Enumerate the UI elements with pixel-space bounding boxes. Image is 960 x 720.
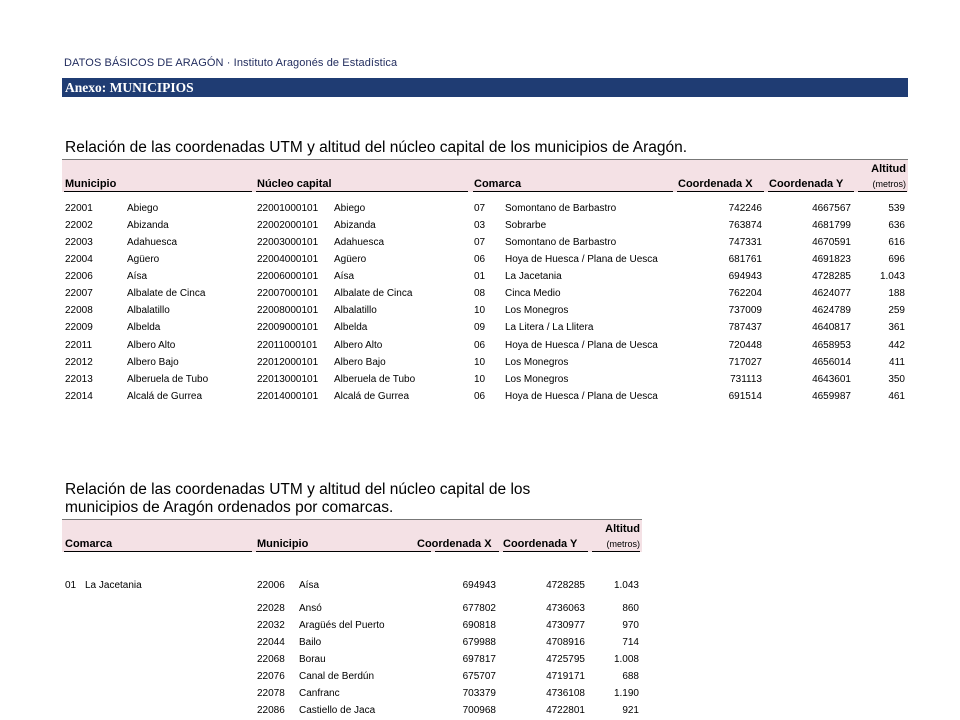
table2-header: [62, 519, 642, 552]
table-cell: Adahuesca: [334, 237, 385, 248]
table-cell: Albalatillo: [127, 305, 170, 316]
table-cell: 636: [888, 220, 905, 231]
table-cell: La Jacetania: [505, 271, 562, 282]
table-cell: 4643601: [812, 374, 851, 385]
table-cell: 22086: [257, 705, 285, 716]
table-cell: Canal de Berdún: [299, 671, 375, 682]
table-cell: Somontano de Barbastro: [505, 203, 617, 214]
table-row: [62, 601, 642, 618]
table-cell: 03: [474, 220, 486, 231]
table-row: [62, 252, 908, 269]
table-cell: 22006000101: [257, 271, 319, 282]
table-row: [62, 201, 908, 218]
table-cell: 22032: [257, 620, 285, 631]
table-cell: 762204: [728, 288, 762, 299]
table-cell: 361: [888, 322, 905, 333]
table-cell: 22004: [65, 254, 93, 265]
table-row: [62, 372, 908, 389]
table-cell: 22028: [257, 603, 285, 614]
table-cell: Castiello de Jaca: [299, 705, 376, 716]
table-cell: Albero Bajo: [334, 357, 386, 368]
table1-title: Relación de las coordenadas UTM y altitud del núcleo capital de los municipios de Aragón.: [65, 139, 688, 156]
table-cell: 4725795: [546, 654, 585, 665]
table-cell: Ansó: [299, 603, 322, 614]
table-cell: 697817: [462, 654, 496, 665]
table-cell: Alcalá de Gurrea: [334, 391, 410, 402]
table-cell: Abiego: [127, 203, 159, 214]
table-cell: 4658953: [812, 340, 851, 351]
table-cell: 10: [474, 374, 486, 385]
table-cell: 690818: [462, 620, 496, 631]
table-cell: 10: [474, 357, 486, 368]
table-cell: Abizanda: [127, 220, 169, 231]
table-cell: La Litera / La Llitera: [505, 322, 594, 333]
table-cell: Aragüés del Puerto: [299, 620, 385, 631]
table-cell: Alcalá de Gurrea: [127, 391, 203, 402]
table-cell: 01: [474, 271, 486, 282]
table-cell: Adahuesca: [127, 237, 178, 248]
table-cell: 737009: [728, 305, 762, 316]
table2-header-y: Coordenada Y: [503, 538, 578, 550]
table-cell: 4624789: [812, 305, 851, 316]
table-cell: 22004000101: [257, 254, 319, 265]
table1-header-comarca: Comarca: [474, 178, 522, 190]
table-cell: 22001000101: [257, 203, 319, 214]
table-cell: 22008000101: [257, 305, 319, 316]
table-cell: Agüero: [334, 254, 367, 265]
table-cell: 22007: [65, 288, 93, 299]
table-cell: 22068: [257, 654, 285, 665]
table2-body: [62, 578, 642, 720]
table-cell: Abiego: [334, 203, 366, 214]
table2-header-altitud: Altitud: [605, 523, 640, 535]
table-row: [62, 218, 908, 235]
table-cell: Canfranc: [299, 688, 340, 699]
table-cell: 694943: [462, 580, 496, 591]
table-cell: 22002000101: [257, 220, 319, 231]
table-cell: 06: [474, 340, 486, 351]
table-cell: 22009000101: [257, 322, 319, 333]
table-cell: 22012000101: [257, 357, 319, 368]
table-cell: 350: [888, 374, 905, 385]
table-cell: 703379: [462, 688, 496, 699]
table-cell: Abizanda: [334, 220, 376, 231]
annex-bar: [62, 78, 908, 97]
table-cell: Borau: [299, 654, 326, 665]
table-cell: 22003000101: [257, 237, 319, 248]
table-cell: 616: [888, 237, 905, 248]
table-cell: 696: [888, 254, 905, 265]
table-row: [62, 338, 908, 355]
table-cell: 4640817: [812, 322, 851, 333]
table-cell: 22014: [65, 391, 93, 402]
table-row: [62, 635, 642, 652]
table-row: [62, 578, 642, 595]
table-cell: 22013: [65, 374, 93, 385]
table-cell: 188: [888, 288, 905, 299]
table-cell: Albero Alto: [334, 340, 383, 351]
table-cell: 22002: [65, 220, 93, 231]
table-cell: 694943: [728, 271, 762, 282]
table-cell: Hoya de Huesca / Plana de Uesca: [505, 340, 658, 351]
table-row: [62, 235, 908, 252]
table-cell: 22013000101: [257, 374, 319, 385]
table-cell: 22011: [65, 340, 93, 351]
table-cell: Albalate de Cinca: [334, 288, 413, 299]
table-cell: 10: [474, 305, 486, 316]
table-row: [62, 618, 642, 635]
table-cell: 4656014: [812, 357, 851, 368]
table-cell: 4736108: [546, 688, 585, 699]
table-cell: 411: [889, 357, 905, 368]
table-cell: Aísa: [127, 271, 148, 282]
table-cell: 4624077: [812, 288, 851, 299]
annex-title: Anexo: MUNICIPIOS: [65, 80, 194, 95]
table-cell: 1.008: [613, 654, 639, 665]
table-cell: 4659987: [812, 391, 851, 402]
table1-body: [62, 201, 908, 411]
table2-title-line2: municipios de Aragón ordenados por comarcas.: [65, 499, 394, 516]
table-cell: 691514: [728, 391, 762, 402]
table-cell: Hoya de Huesca / Plana de Uesca: [505, 254, 658, 265]
table-cell: 4730977: [546, 620, 585, 631]
table-row: [62, 320, 908, 337]
table-cell: 1.190: [613, 688, 639, 699]
table-cell: 681761: [728, 254, 762, 265]
table-row: [62, 703, 642, 720]
table-cell: 22011000101: [257, 340, 318, 351]
table-cell: Albalate de Cinca: [127, 288, 206, 299]
table-cell: 720448: [728, 340, 762, 351]
table2-header-units: (metros): [606, 539, 640, 549]
table-cell: 4728285: [546, 580, 585, 591]
table-cell: Somontano de Barbastro: [505, 237, 617, 248]
table-cell: 1.043: [613, 580, 639, 591]
table-cell: 07: [474, 203, 486, 214]
table2-title-line1: Relación de las coordenadas UTM y altitud del núcleo capital de los: [65, 481, 531, 498]
table-cell: 970: [622, 620, 639, 631]
table-cell: Alberuela de Tubo: [334, 374, 416, 385]
table-cell: 4719171: [546, 671, 585, 682]
table-cell: 22001: [65, 203, 93, 214]
table2-header-x: Coordenada X: [417, 538, 492, 550]
table-row: [62, 686, 642, 703]
report-header-title: DATOS BÁSICOS DE ARAGÓN · Instituto Aragonés de Estadística: [64, 57, 398, 69]
table-row: [62, 286, 908, 303]
table-row: [62, 652, 642, 669]
table2-header-municipio: Municipio: [257, 538, 309, 550]
table-cell: 677802: [462, 603, 496, 614]
table-cell: 4736063: [546, 603, 585, 614]
table-cell: Albelda: [334, 322, 368, 333]
table-cell: 742246: [728, 203, 762, 214]
table-cell: 07: [474, 237, 486, 248]
table-cell: 4708916: [546, 637, 585, 648]
table-cell: Los Monegros: [505, 305, 569, 316]
table-cell: 763874: [728, 220, 762, 231]
table-cell: 747331: [728, 237, 762, 248]
table-cell: 22044: [257, 637, 285, 648]
table-cell: 714: [622, 637, 639, 648]
table1-header-altitud: Altitud: [871, 163, 906, 175]
table-cell: Albero Alto: [127, 340, 176, 351]
table-cell: 700968: [462, 705, 496, 716]
table-row: [62, 355, 908, 372]
table-cell: Hoya de Huesca / Plana de Uesca: [505, 391, 658, 402]
table-row: [62, 269, 908, 286]
table-cell: 22078: [257, 688, 285, 699]
table-cell: 675707: [462, 671, 496, 682]
table-cell: 06: [474, 254, 486, 265]
table-cell: 4667567: [812, 203, 851, 214]
table-cell: Albero Bajo: [127, 357, 179, 368]
table-cell: 22009: [65, 322, 93, 333]
table-cell: Alberuela de Tubo: [127, 374, 209, 385]
table-cell: 4670591: [812, 237, 851, 248]
table-cell: Cinca Medio: [505, 288, 561, 299]
table-cell: 4691823: [812, 254, 851, 265]
table-cell: 4728285: [812, 271, 851, 282]
table-cell: 22007000101: [257, 288, 319, 299]
table-row: [62, 303, 908, 320]
table-cell: 688: [622, 671, 639, 682]
table-cell: 860: [622, 603, 639, 614]
table-cell: 259: [888, 305, 905, 316]
table-cell: 22006: [65, 271, 93, 282]
table-cell: Agüero: [127, 254, 160, 265]
table-cell: Bailo: [299, 637, 322, 648]
table1-header-y: Coordenada Y: [769, 178, 844, 190]
table1-header-municipio: Municipio: [65, 178, 117, 190]
table-cell: 1.043: [879, 271, 905, 282]
comarca-name: La Jacetania: [85, 580, 142, 591]
table-cell: 731113: [730, 374, 762, 385]
table-cell: 717027: [728, 357, 762, 368]
table-cell: Los Monegros: [505, 357, 569, 368]
table-cell: 4722801: [546, 705, 585, 716]
table1-header-x: Coordenada X: [678, 178, 753, 190]
table-cell: 4681799: [812, 220, 851, 231]
table-cell: Albalatillo: [334, 305, 377, 316]
table-cell: 22003: [65, 237, 93, 248]
table-cell: Aísa: [299, 580, 320, 591]
table1-header-units: (metros): [872, 179, 906, 189]
table-cell: 787437: [728, 322, 762, 333]
table-cell: 921: [622, 705, 639, 716]
table-cell: 461: [888, 391, 905, 402]
table-cell: 22012: [65, 357, 93, 368]
table-cell: 09: [474, 322, 486, 333]
table-cell: Sobrarbe: [505, 220, 547, 231]
table2-header-comarca: Comarca: [65, 538, 113, 550]
comarca-code: 01: [65, 580, 77, 591]
table-cell: 679988: [462, 637, 496, 648]
table-cell: 22008: [65, 305, 93, 316]
table-cell: 539: [888, 203, 905, 214]
table-cell: 22076: [257, 671, 285, 682]
table-row: [62, 389, 908, 406]
table1-header-nucleo: Núcleo capital: [257, 178, 332, 190]
table-cell: 442: [888, 340, 905, 351]
table-cell: 22014000101: [257, 391, 319, 402]
table-cell: 06: [474, 391, 486, 402]
table-cell: 22006: [257, 580, 285, 591]
table1-header: [62, 159, 908, 192]
table-cell: Aísa: [334, 271, 355, 282]
table-cell: 08: [474, 288, 486, 299]
table-row: [62, 669, 642, 686]
table-cell: Los Monegros: [505, 374, 569, 385]
table-cell: Albelda: [127, 322, 161, 333]
